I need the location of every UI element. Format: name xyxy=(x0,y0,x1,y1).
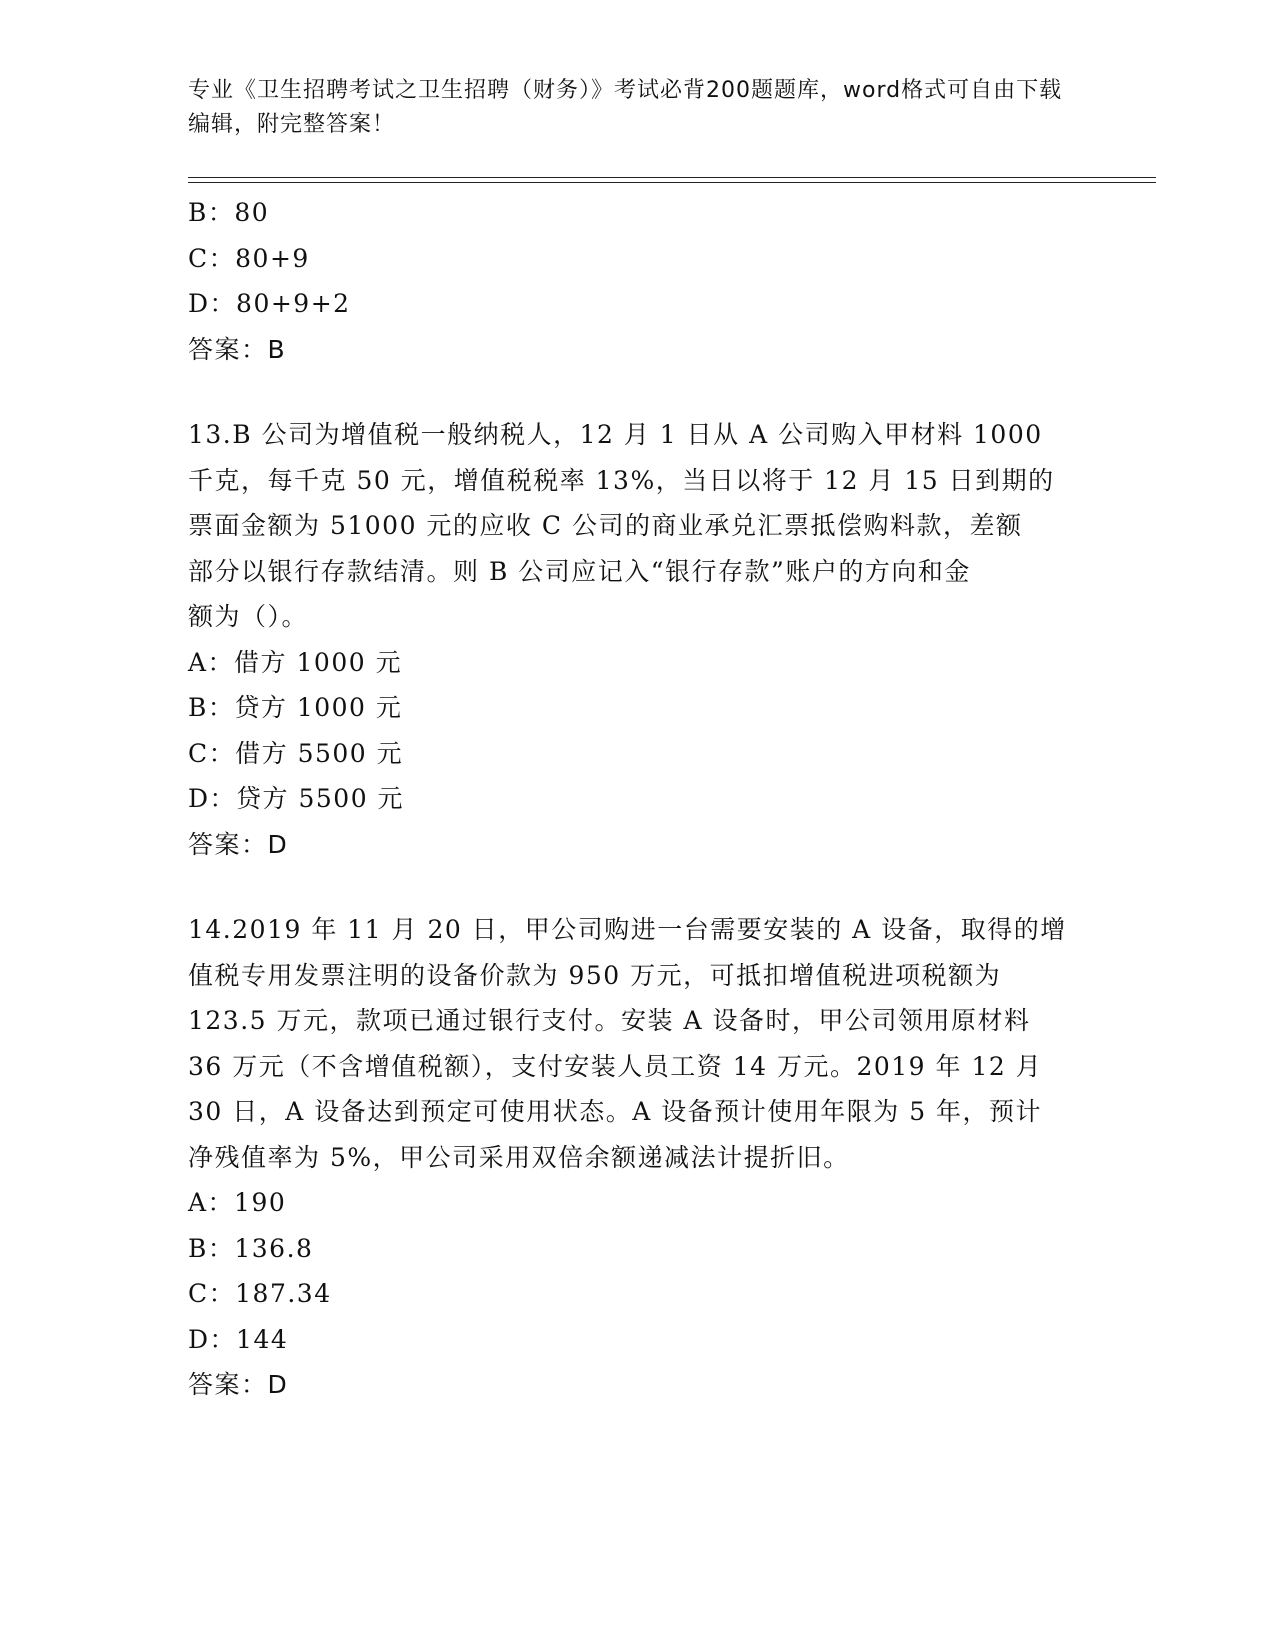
header-divider-bottom xyxy=(188,182,1156,183)
document-body xyxy=(188,190,1088,1408)
question-text-line: 票面金额为 51000 元的应收 C 公司的商业承兑汇票抵偿购料款，差额 xyxy=(188,511,1023,540)
question-text-line: 额为（）。 xyxy=(188,602,309,631)
question-14 xyxy=(188,907,1088,1408)
answer-line: 答案：D xyxy=(188,829,289,859)
option-d: D：贷方 5500 元 xyxy=(188,784,405,813)
question-text-line: 千克，每千克 50 元，增值税税率 13%，当日以将于 12 月 15 日到期的 xyxy=(188,465,1055,495)
question-text-line: 30 日，A 设备达到预定可使用状态。A 设备预计使用年限为 5 年，预计 xyxy=(188,1097,1043,1126)
option-b: B：80 xyxy=(188,198,270,227)
header-text: 专业《卫生招聘考试之卫生招聘（财务）》考试必背200题题库，word格式可自由下载编辑，附完整答案！ xyxy=(188,78,1063,137)
answer-line: 答案：D xyxy=(188,1370,289,1399)
spacer xyxy=(188,372,1088,412)
option-d: D：80+9+2 xyxy=(188,289,351,318)
header-divider-top xyxy=(188,177,1156,178)
question-text-line: 36 万元（不含增值税额），支付安装人员工资 14 万元。2019 年 12 月 xyxy=(188,1051,1043,1081)
option-c: C：借方 5500 元 xyxy=(188,738,404,768)
answer-line: 答案：B xyxy=(188,334,287,364)
question-text-line: 净残值率为 5%，甲公司采用双倍余额递减法计提折旧。 xyxy=(188,1142,850,1172)
question-text-line: 14.2019 年 11 月 20 日，甲公司购进一台需要安装的 A 设备，取得的增 xyxy=(188,915,1067,944)
question-text-line: 123.5 万元，款项已通过银行支付。安装 A 设备时，甲公司领用原材料 xyxy=(188,1006,1031,1035)
question-text-line: 部分以银行存款结清。则 B 公司应记入“银行存款”账户的方向和金 xyxy=(188,556,971,586)
question-13 xyxy=(188,412,1088,867)
spacer xyxy=(188,867,1088,907)
question-text-line: 13.B 公司为增值税一般纳税人，12 月 1 日从 A 公司购入甲材料 1000 xyxy=(188,420,1043,449)
option-c: C：187.34 xyxy=(188,1279,332,1308)
option-c: C：80+9 xyxy=(188,243,310,273)
prev-question xyxy=(188,190,1088,372)
option-a: A：190 xyxy=(188,1188,287,1217)
option-b: B：贷方 1000 元 xyxy=(188,693,403,722)
document-header xyxy=(188,74,1068,142)
option-b: B：136.8 xyxy=(188,1233,314,1263)
option-d: D：144 xyxy=(188,1324,289,1354)
question-text-line: 值税专用发票注明的设备价款为 950 万元，可抵扣增值税进项税额为 xyxy=(188,960,1002,990)
option-a: A：借方 1000 元 xyxy=(188,647,403,677)
